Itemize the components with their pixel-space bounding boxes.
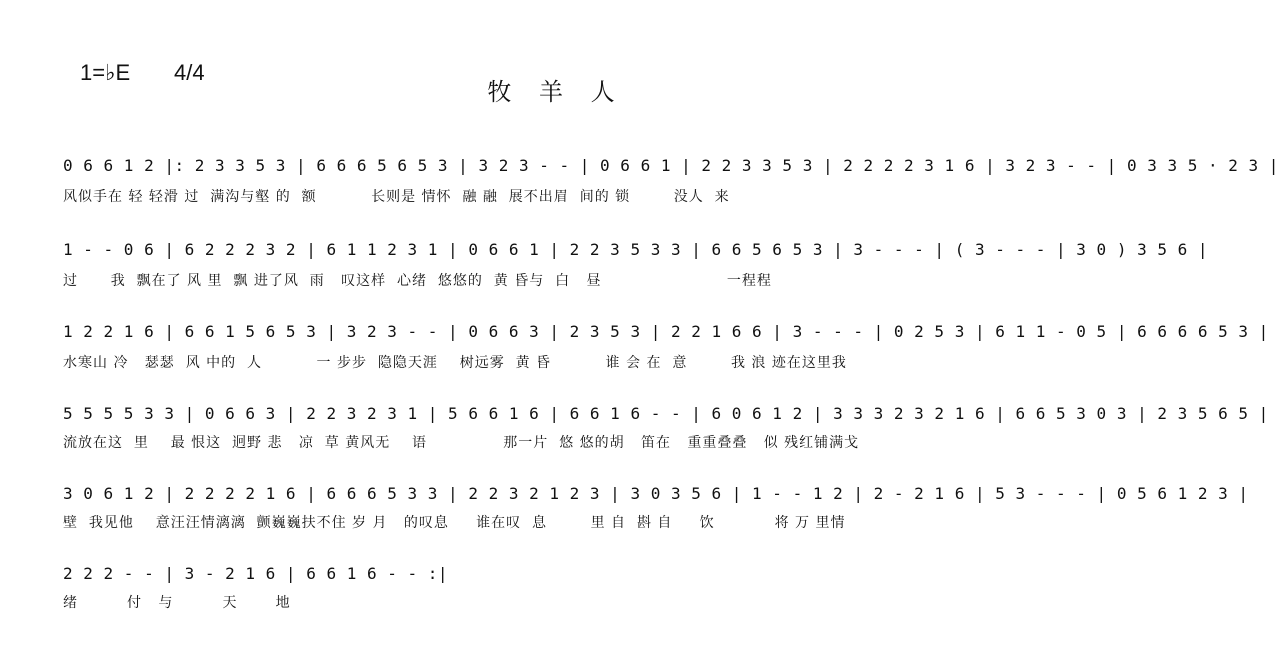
notation-row: 0 6 6 1 2 |: 2 3 3 5 3 | 6 6 6 5 6 5 3 | 3 2 3 - - | 0 6 6 1 | 2 2 3 3 5 3 | 2 2 2 2 3 1 6 | 3 2 3 - - | 0 3 3 5 · 2 3 | [63, 156, 1279, 175]
song-title: 牧 羊 人 [487, 78, 625, 106]
lyrics-row: 水寒山 冷 瑟瑟 风 中的 人 一 步步 隐隐天涯 树远雾 黄 昏 谁 会 在 意 我 浪 迹在这里我 [63, 355, 847, 371]
notation-row: 5 5 5 5 3 3 | 0 6 6 3 | 2 2 3 2 3 1 | 5 6 6 1 6 | 6 6 1 6 - - | 6 0 6 1 2 | 3 3 3 2 3 2 1 6 | 6 6 5 3 0 3 | 2 3 5 6 5 | [63, 404, 1269, 423]
lyrics-row: 壁 我见他 意汪汪情漓漓 颤巍巍扶不住 岁 月 的叹息 谁在叹 息 里 自 斟 自 饮 将 万 里情 [63, 515, 846, 531]
lyrics-row: 过 我 飘在了 风 里 飘 进了风 雨 叹这样 心绪 悠悠的 黄 昏与 白 昼 一程程 [63, 273, 772, 289]
lyrics-row: 绪 付 与 天 地 [63, 595, 291, 611]
lyrics-row: 流放在这 里 最 恨这 迥野 悲 凉 草 黄风无 语 那一片 悠 悠的胡 笛在 重重叠叠 似 残红铺满戈 [63, 435, 860, 451]
notation-row: 2 2 2 - - | 3 - 2 1 6 | 6 6 1 6 - - :| [63, 564, 449, 583]
notation-row: 1 2 2 1 6 | 6 6 1 5 6 5 3 | 3 2 3 - - | 0 6 6 3 | 2 3 5 3 | 2 2 1 6 6 | 3 - - - | 0 2 5 3 | 6 1 1 - 0 5 | 6 6 6 6 5 3 | [63, 322, 1269, 341]
time-signature: 4/4 [174, 60, 205, 85]
notation-row: 3 0 6 1 2 | 2 2 2 2 1 6 | 6 6 6 5 3 3 | 2 2 3 2 1 2 3 | 3 0 3 5 6 | 1 - - 1 2 | 2 - 2 1 6 | 5 3 - - - | 0 5 6 1 2 3 | [63, 484, 1249, 503]
notation-row: 1 - - 0 6 | 6 2 2 2 3 2 | 6 1 1 2 3 1 | 0 6 6 1 | 2 2 3 5 3 3 | 6 6 5 6 5 3 | 3 - - - | ( 3 - - - | 3 0 ) 3 5 6 | [63, 240, 1209, 259]
key-signature: 1=♭E [80, 60, 131, 85]
lyrics-row: 风似手在 轻 轻滑 过 满沟与壑 的 额 长则是 情怀 融 融 展不出眉 间的 锁 没人 来 [63, 189, 730, 205]
